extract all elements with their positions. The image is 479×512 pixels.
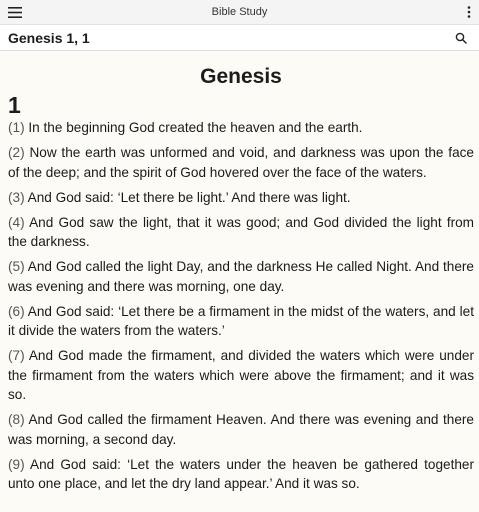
verse-text: And God made the firmament, and divided the waters which were under the firmament from the waters which were above the firmament; and it was so. <box>8 348 475 402</box>
verse-text: And God said: ‘Let there be light.’ And there was light. <box>27 189 351 205</box>
current-location[interactable]: Genesis 1, 1 <box>8 29 90 46</box>
menu-button[interactable] <box>1 0 29 25</box>
verse[interactable] <box>8 302 474 341</box>
verse-text: And God said: ‘Let the waters under the heaven be gathered together unto one place, and let the dry land appear.’ And it was so. <box>8 456 475 491</box>
verse[interactable] <box>8 257 474 296</box>
verse-number: (7) <box>8 348 25 363</box>
verse-number: (3) <box>8 189 25 205</box>
verse-number: (9) <box>8 456 25 472</box>
verse[interactable] <box>8 213 474 252</box>
verse-text: And God called the light Day, and the darkness He called Night. And there was evening and there was morning, one day. <box>8 259 474 294</box>
more-options-button[interactable] <box>459 0 479 25</box>
chapter-number: 1 <box>8 92 21 118</box>
reading-pane[interactable] <box>0 64 479 494</box>
more-vertical-icon <box>467 6 471 18</box>
verse[interactable] <box>8 143 474 182</box>
verse[interactable] <box>8 118 474 138</box>
verse-text: Now the earth was unformed and void, and darkness was upon the face of the deep; and the spirit of God hovered over the face of the waters. <box>8 145 474 180</box>
verse-text: And God said: ‘Let there be a firmament in the midst of the waters, and let it divide the waters from the waters.’ <box>8 303 474 338</box>
app-bar <box>0 0 479 25</box>
verse-number: (6) <box>8 303 25 319</box>
verse[interactable] <box>8 188 474 208</box>
verse-text: In the beginning God created the heaven and the earth. <box>28 120 363 135</box>
search-icon <box>455 32 467 44</box>
verse-list <box>8 118 474 494</box>
location-bar <box>0 25 479 51</box>
hamburger-menu-icon <box>8 7 22 18</box>
verse[interactable] <box>8 455 474 494</box>
app-title: Bible Study <box>211 6 268 18</box>
verse[interactable] <box>8 410 474 449</box>
verse-number: (2) <box>8 145 25 160</box>
book-title: Genesis <box>200 65 282 88</box>
verse-number: (8) <box>8 412 25 427</box>
verse-number: (5) <box>8 259 25 274</box>
verse[interactable] <box>8 346 474 405</box>
verse-number: (4) <box>8 214 25 230</box>
verse-text: And God saw the light, that it was good; and God divided the light from the darkness. <box>8 214 475 249</box>
verse-number: (1) <box>8 120 25 135</box>
verse-text: And God called the firmament Heaven. And there was evening and there was morning, a second day. <box>8 412 474 447</box>
search-button[interactable] <box>451 28 471 48</box>
